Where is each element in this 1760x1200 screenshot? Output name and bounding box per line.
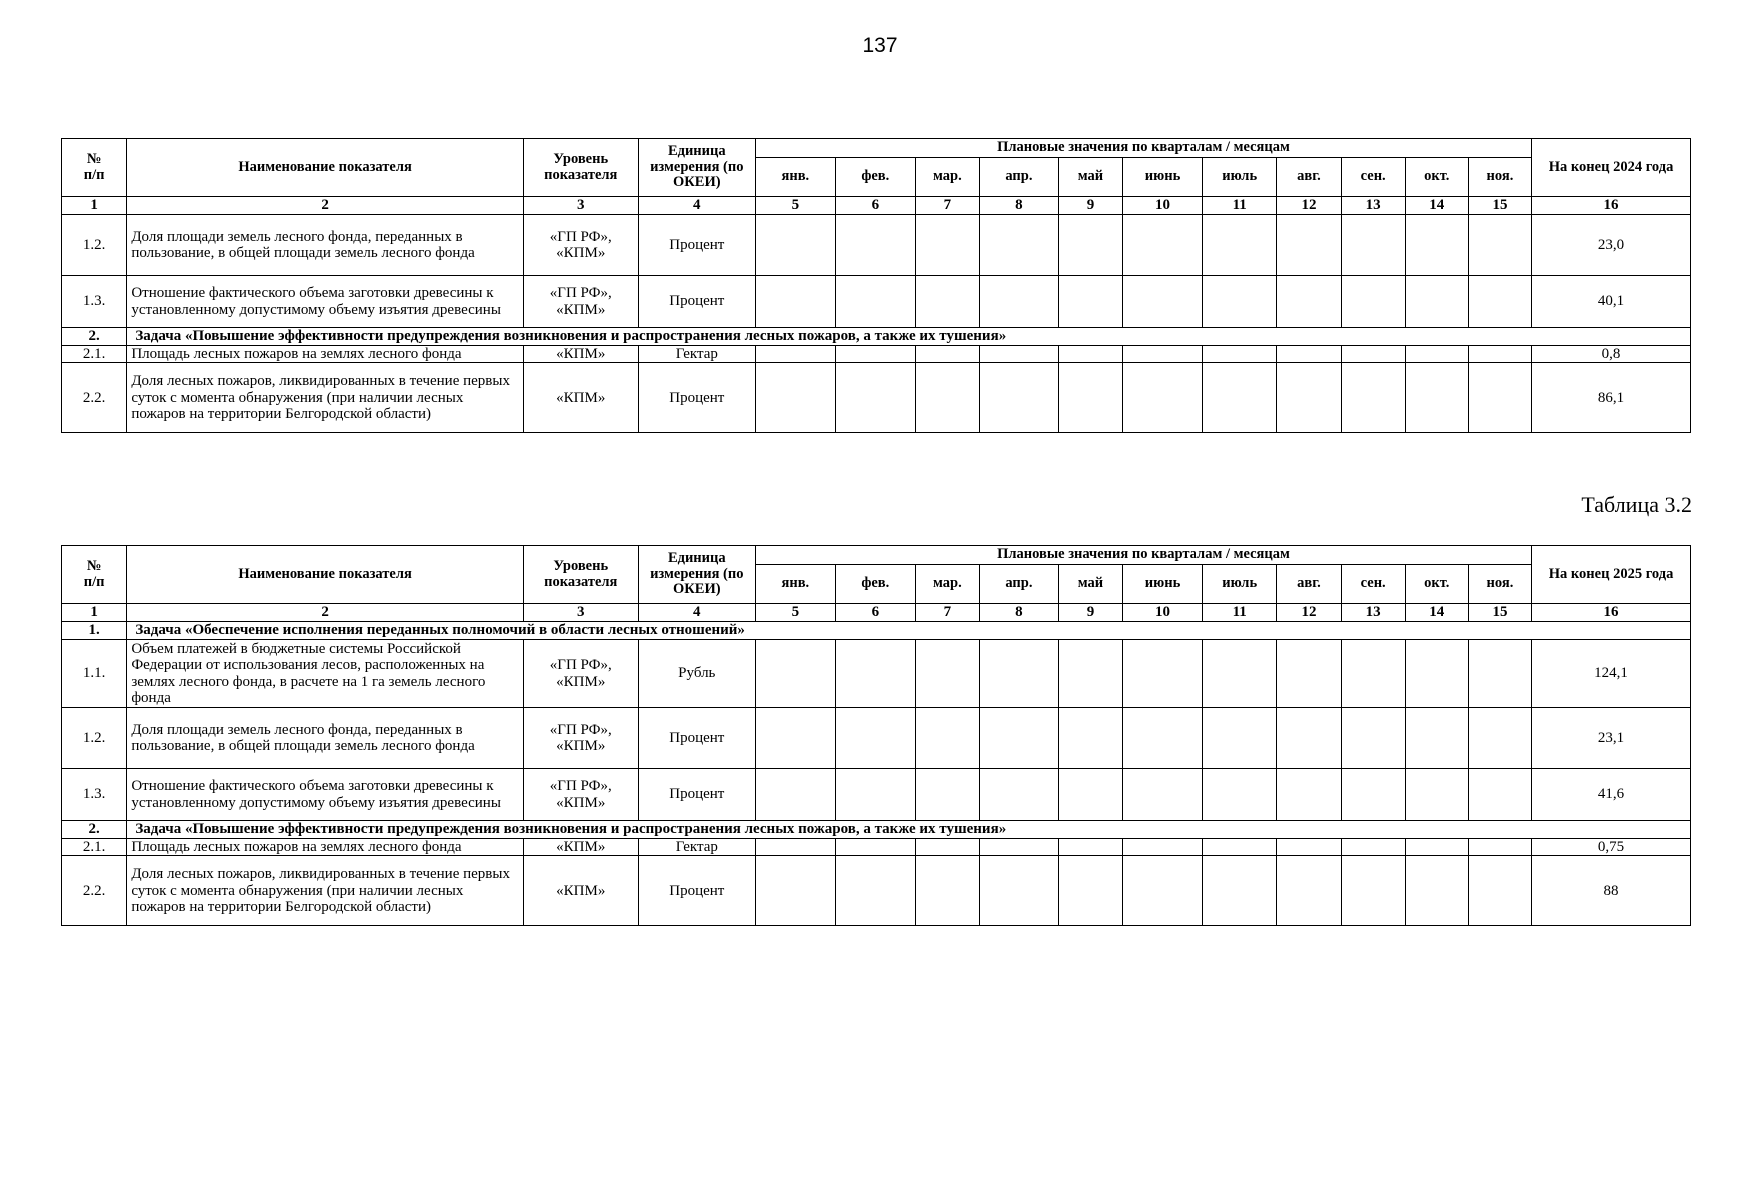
column-number-row [62, 604, 1691, 622]
unit-of-measure: Гектар [638, 346, 755, 363]
month-value-cell [1341, 363, 1405, 433]
month-value-cell [915, 839, 979, 856]
indicator-level: «ГП РФ», «КПМ» [523, 276, 638, 328]
header-end-of-year: На конец 2024 года [1532, 139, 1691, 197]
indicator-level: «КПМ» [523, 839, 638, 856]
header-month: май [1058, 565, 1122, 604]
unit-of-measure: Процент [638, 215, 755, 276]
column-number: 16 [1532, 604, 1691, 622]
indicator-name: Доля лесных пожаров, ликвидированных в течение первых суток с момента обнаружения (при наличии лесных пожаров на территории Белгородской области) [127, 363, 524, 433]
month-value-cell [1058, 346, 1122, 363]
month-value-cell [1405, 640, 1468, 708]
month-value-cell [1058, 640, 1122, 708]
month-value-cell [915, 769, 979, 821]
column-number: 13 [1341, 604, 1405, 622]
column-number: 12 [1277, 197, 1341, 215]
table-row [62, 215, 1691, 276]
header-month: апр. [980, 565, 1059, 604]
unit-of-measure: Процент [638, 708, 755, 769]
table-row [62, 640, 1691, 708]
column-number: 6 [835, 197, 915, 215]
month-value-cell [1203, 708, 1277, 769]
unit-of-measure: Процент [638, 856, 755, 926]
header-unit: Единица измерения (по ОКЕИ) [638, 546, 755, 604]
indicator-level: «КПМ» [523, 363, 638, 433]
indicator-name: Площадь лесных пожаров на землях лесного фонда [127, 839, 524, 856]
month-value-cell [1341, 839, 1405, 856]
header-end-of-year: На конец 2025 года [1532, 546, 1691, 604]
indicator-name: Отношение фактического объема заготовки древесины к установленному допустимому объему изъятия древесины [127, 769, 524, 821]
month-value-cell [980, 346, 1059, 363]
month-value-cell [1058, 276, 1122, 328]
row-number: 1.3. [62, 276, 127, 328]
month-value-cell [980, 856, 1059, 926]
end-of-year-value: 23,1 [1532, 708, 1691, 769]
month-value-cell [1405, 708, 1468, 769]
month-value-cell [915, 276, 979, 328]
month-value-cell [1277, 856, 1341, 926]
header-month: июль [1203, 565, 1277, 604]
header-month: фев. [835, 565, 915, 604]
header-month: мар. [915, 158, 979, 197]
column-number: 4 [638, 604, 755, 622]
table-row [62, 708, 1691, 769]
column-number: 3 [523, 604, 638, 622]
indicator-level: «ГП РФ», «КПМ» [523, 640, 638, 708]
row-number: 2.2. [62, 363, 127, 433]
month-value-cell [980, 215, 1059, 276]
month-value-cell [1468, 346, 1531, 363]
header-name: Наименование показателя [127, 546, 524, 604]
header-month: авг. [1277, 158, 1341, 197]
month-value-cell [1123, 215, 1203, 276]
month-value-cell [915, 708, 979, 769]
task-number: 1. [62, 622, 127, 640]
indicator-name: Доля площади земель лесного фонда, переданных в пользование, в общей площади земель лесного фонда [127, 215, 524, 276]
month-value-cell [980, 839, 1059, 856]
month-value-cell [1277, 346, 1341, 363]
header-month: апр. [980, 158, 1059, 197]
header-month: фев. [835, 158, 915, 197]
month-value-cell [1277, 363, 1341, 433]
header-row [62, 139, 1691, 158]
month-value-cell [1405, 769, 1468, 821]
month-value-cell [1277, 276, 1341, 328]
table-row [62, 346, 1691, 363]
column-number: 3 [523, 197, 638, 215]
month-value-cell [915, 346, 979, 363]
month-value-cell [915, 215, 979, 276]
month-value-cell [1123, 839, 1203, 856]
month-value-cell [1341, 276, 1405, 328]
task-row [62, 622, 1691, 640]
column-number: 15 [1468, 604, 1531, 622]
unit-of-measure: Процент [638, 363, 755, 433]
month-value-cell [1123, 276, 1203, 328]
header-plan: Плановые значения по кварталам / месяцам [755, 139, 1531, 158]
row-number: 1.1. [62, 640, 127, 708]
month-value-cell [1058, 363, 1122, 433]
end-of-year-value: 0,75 [1532, 839, 1691, 856]
table-caption: Таблица 3.2 [1581, 492, 1692, 517]
column-number: 9 [1058, 197, 1122, 215]
month-value-cell [835, 346, 915, 363]
month-value-cell [755, 276, 835, 328]
column-number: 1 [62, 197, 127, 215]
month-value-cell [980, 708, 1059, 769]
month-value-cell [915, 856, 979, 926]
month-value-cell [1203, 839, 1277, 856]
month-value-cell [755, 215, 835, 276]
task-title: Задача «Повышение эффективности предупреждения возникновения и распространения лесных пожаров, а также их тушения» [127, 821, 1691, 839]
month-value-cell [1058, 708, 1122, 769]
plan-table-2024 [61, 138, 1691, 433]
column-number: 13 [1341, 197, 1405, 215]
unit-of-measure: Рубль [638, 640, 755, 708]
month-value-cell [1468, 215, 1531, 276]
header-month: янв. [755, 158, 835, 197]
end-of-year-value: 41,6 [1532, 769, 1691, 821]
month-value-cell [980, 363, 1059, 433]
indicator-name: Доля площади земель лесного фонда, переданных в пользование, в общей площади земель лесного фонда [127, 708, 524, 769]
month-value-cell [1123, 346, 1203, 363]
month-value-cell [1341, 640, 1405, 708]
header-plan: Плановые значения по кварталам / месяцам [755, 546, 1531, 565]
month-value-cell [915, 640, 979, 708]
month-value-cell [1468, 839, 1531, 856]
header-unit: Единица измерения (по ОКЕИ) [638, 139, 755, 197]
task-number: 2. [62, 328, 127, 346]
column-number: 7 [915, 604, 979, 622]
unit-of-measure: Гектар [638, 839, 755, 856]
month-value-cell [1277, 769, 1341, 821]
month-value-cell [755, 346, 835, 363]
row-number: 1.2. [62, 215, 127, 276]
column-number: 9 [1058, 604, 1122, 622]
unit-of-measure: Процент [638, 276, 755, 328]
column-number: 2 [127, 197, 524, 215]
table-row [62, 363, 1691, 433]
column-number: 14 [1405, 604, 1468, 622]
column-number: 12 [1277, 604, 1341, 622]
indicator-name: Отношение фактического объема заготовки древесины к установленному допустимому объему изъятия древесины [127, 276, 524, 328]
indicator-name: Доля лесных пожаров, ликвидированных в течение первых суток с момента обнаружения (при наличии лесных пожаров на территории Белгородской области) [127, 856, 524, 926]
month-value-cell [1277, 839, 1341, 856]
header-month: окт. [1405, 565, 1468, 604]
month-value-cell [755, 363, 835, 433]
month-value-cell [755, 769, 835, 821]
column-number: 10 [1123, 604, 1203, 622]
task-title: Задача «Повышение эффективности предупреждения возникновения и распространения лесных пожаров, а также их тушения» [127, 328, 1691, 346]
header-month: июль [1203, 158, 1277, 197]
column-number: 8 [980, 197, 1059, 215]
month-value-cell [1203, 276, 1277, 328]
header-num: № п/п [62, 546, 127, 604]
column-number: 14 [1405, 197, 1468, 215]
month-value-cell [1468, 363, 1531, 433]
month-value-cell [1405, 346, 1468, 363]
month-value-cell [1277, 708, 1341, 769]
row-number: 1.3. [62, 769, 127, 821]
month-value-cell [835, 839, 915, 856]
month-value-cell [1341, 769, 1405, 821]
column-number: 1 [62, 604, 127, 622]
column-number: 11 [1203, 604, 1277, 622]
month-value-cell [1405, 276, 1468, 328]
column-number: 8 [980, 604, 1059, 622]
task-number: 2. [62, 821, 127, 839]
row-number: 1.2. [62, 708, 127, 769]
month-value-cell [755, 856, 835, 926]
month-value-cell [1405, 839, 1468, 856]
month-value-cell [835, 215, 915, 276]
table-row [62, 839, 1691, 856]
column-number: 2 [127, 604, 524, 622]
end-of-year-value: 88 [1532, 856, 1691, 926]
header-num: № п/п [62, 139, 127, 197]
month-value-cell [915, 363, 979, 433]
month-value-cell [1341, 346, 1405, 363]
end-of-year-value: 40,1 [1532, 276, 1691, 328]
unit-of-measure: Процент [638, 769, 755, 821]
plan-table-2025 [61, 545, 1691, 926]
month-value-cell [1058, 215, 1122, 276]
end-of-year-value: 0,8 [1532, 346, 1691, 363]
month-value-cell [1277, 215, 1341, 276]
table-row [62, 769, 1691, 821]
header-month: июнь [1123, 158, 1203, 197]
header-month: окт. [1405, 158, 1468, 197]
month-value-cell [1468, 856, 1531, 926]
column-number: 10 [1123, 197, 1203, 215]
month-value-cell [1203, 640, 1277, 708]
month-value-cell [1405, 215, 1468, 276]
row-number: 2.2. [62, 856, 127, 926]
month-value-cell [1123, 708, 1203, 769]
column-number: 6 [835, 604, 915, 622]
header-month: янв. [755, 565, 835, 604]
month-value-cell [1203, 856, 1277, 926]
month-value-cell [835, 276, 915, 328]
indicator-level: «ГП РФ», «КПМ» [523, 708, 638, 769]
month-value-cell [1123, 640, 1203, 708]
header-month: ноя. [1468, 158, 1531, 197]
month-value-cell [1468, 640, 1531, 708]
indicator-level: «ГП РФ», «КПМ» [523, 769, 638, 821]
header-month: июнь [1123, 565, 1203, 604]
indicator-name: Площадь лесных пожаров на землях лесного фонда [127, 346, 524, 363]
month-value-cell [1341, 708, 1405, 769]
column-number: 11 [1203, 197, 1277, 215]
month-value-cell [980, 769, 1059, 821]
header-name: Наименование показателя [127, 139, 524, 197]
row-number: 2.1. [62, 839, 127, 856]
month-value-cell [1203, 769, 1277, 821]
month-value-cell [1058, 769, 1122, 821]
header-month: мар. [915, 565, 979, 604]
column-number: 5 [755, 604, 835, 622]
row-number: 2.1. [62, 346, 127, 363]
indicator-level: «КПМ» [523, 856, 638, 926]
month-value-cell [835, 856, 915, 926]
end-of-year-value: 23,0 [1532, 215, 1691, 276]
month-value-cell [755, 708, 835, 769]
month-value-cell [1058, 839, 1122, 856]
month-value-cell [1341, 856, 1405, 926]
column-number: 7 [915, 197, 979, 215]
month-value-cell [755, 839, 835, 856]
column-number: 5 [755, 197, 835, 215]
month-value-cell [1468, 769, 1531, 821]
month-value-cell [1468, 276, 1531, 328]
indicator-level: «КПМ» [523, 346, 638, 363]
column-number: 16 [1532, 197, 1691, 215]
indicator-name: Объем платежей в бюджетные системы Российской Федерации от использования лесов, расположенных на землях лесного фонда, в расчете на 1 га земель лесного фонда [127, 640, 524, 708]
month-value-cell [835, 769, 915, 821]
header-month: май [1058, 158, 1122, 197]
column-number-row [62, 197, 1691, 215]
page-number: 137 [862, 34, 898, 57]
month-value-cell [1203, 215, 1277, 276]
indicator-level: «ГП РФ», «КПМ» [523, 215, 638, 276]
task-title: Задача «Обеспечение исполнения переданных полномочий в области лесных отношений» [127, 622, 1691, 640]
month-value-cell [1123, 856, 1203, 926]
header-month: авг. [1277, 565, 1341, 604]
end-of-year-value: 124,1 [1532, 640, 1691, 708]
month-value-cell [1468, 708, 1531, 769]
header-month: сен. [1341, 565, 1405, 604]
month-value-cell [1123, 769, 1203, 821]
month-value-cell [755, 640, 835, 708]
table-row [62, 276, 1691, 328]
month-value-cell [835, 640, 915, 708]
column-number: 15 [1468, 197, 1531, 215]
month-value-cell [1405, 856, 1468, 926]
task-row [62, 328, 1691, 346]
header-month: сен. [1341, 158, 1405, 197]
month-value-cell [1405, 363, 1468, 433]
month-value-cell [1203, 363, 1277, 433]
month-value-cell [1123, 363, 1203, 433]
month-value-cell [1058, 856, 1122, 926]
month-value-cell [1341, 215, 1405, 276]
column-number: 4 [638, 197, 755, 215]
table-row [62, 856, 1691, 926]
month-value-cell [1203, 346, 1277, 363]
month-value-cell [980, 276, 1059, 328]
month-value-cell [980, 640, 1059, 708]
month-value-cell [1277, 640, 1341, 708]
header-level: Уровень показателя [523, 139, 638, 197]
task-row [62, 821, 1691, 839]
header-row [62, 546, 1691, 565]
header-month: ноя. [1468, 565, 1531, 604]
month-value-cell [835, 708, 915, 769]
header-level: Уровень показателя [523, 546, 638, 604]
month-value-cell [835, 363, 915, 433]
end-of-year-value: 86,1 [1532, 363, 1691, 433]
